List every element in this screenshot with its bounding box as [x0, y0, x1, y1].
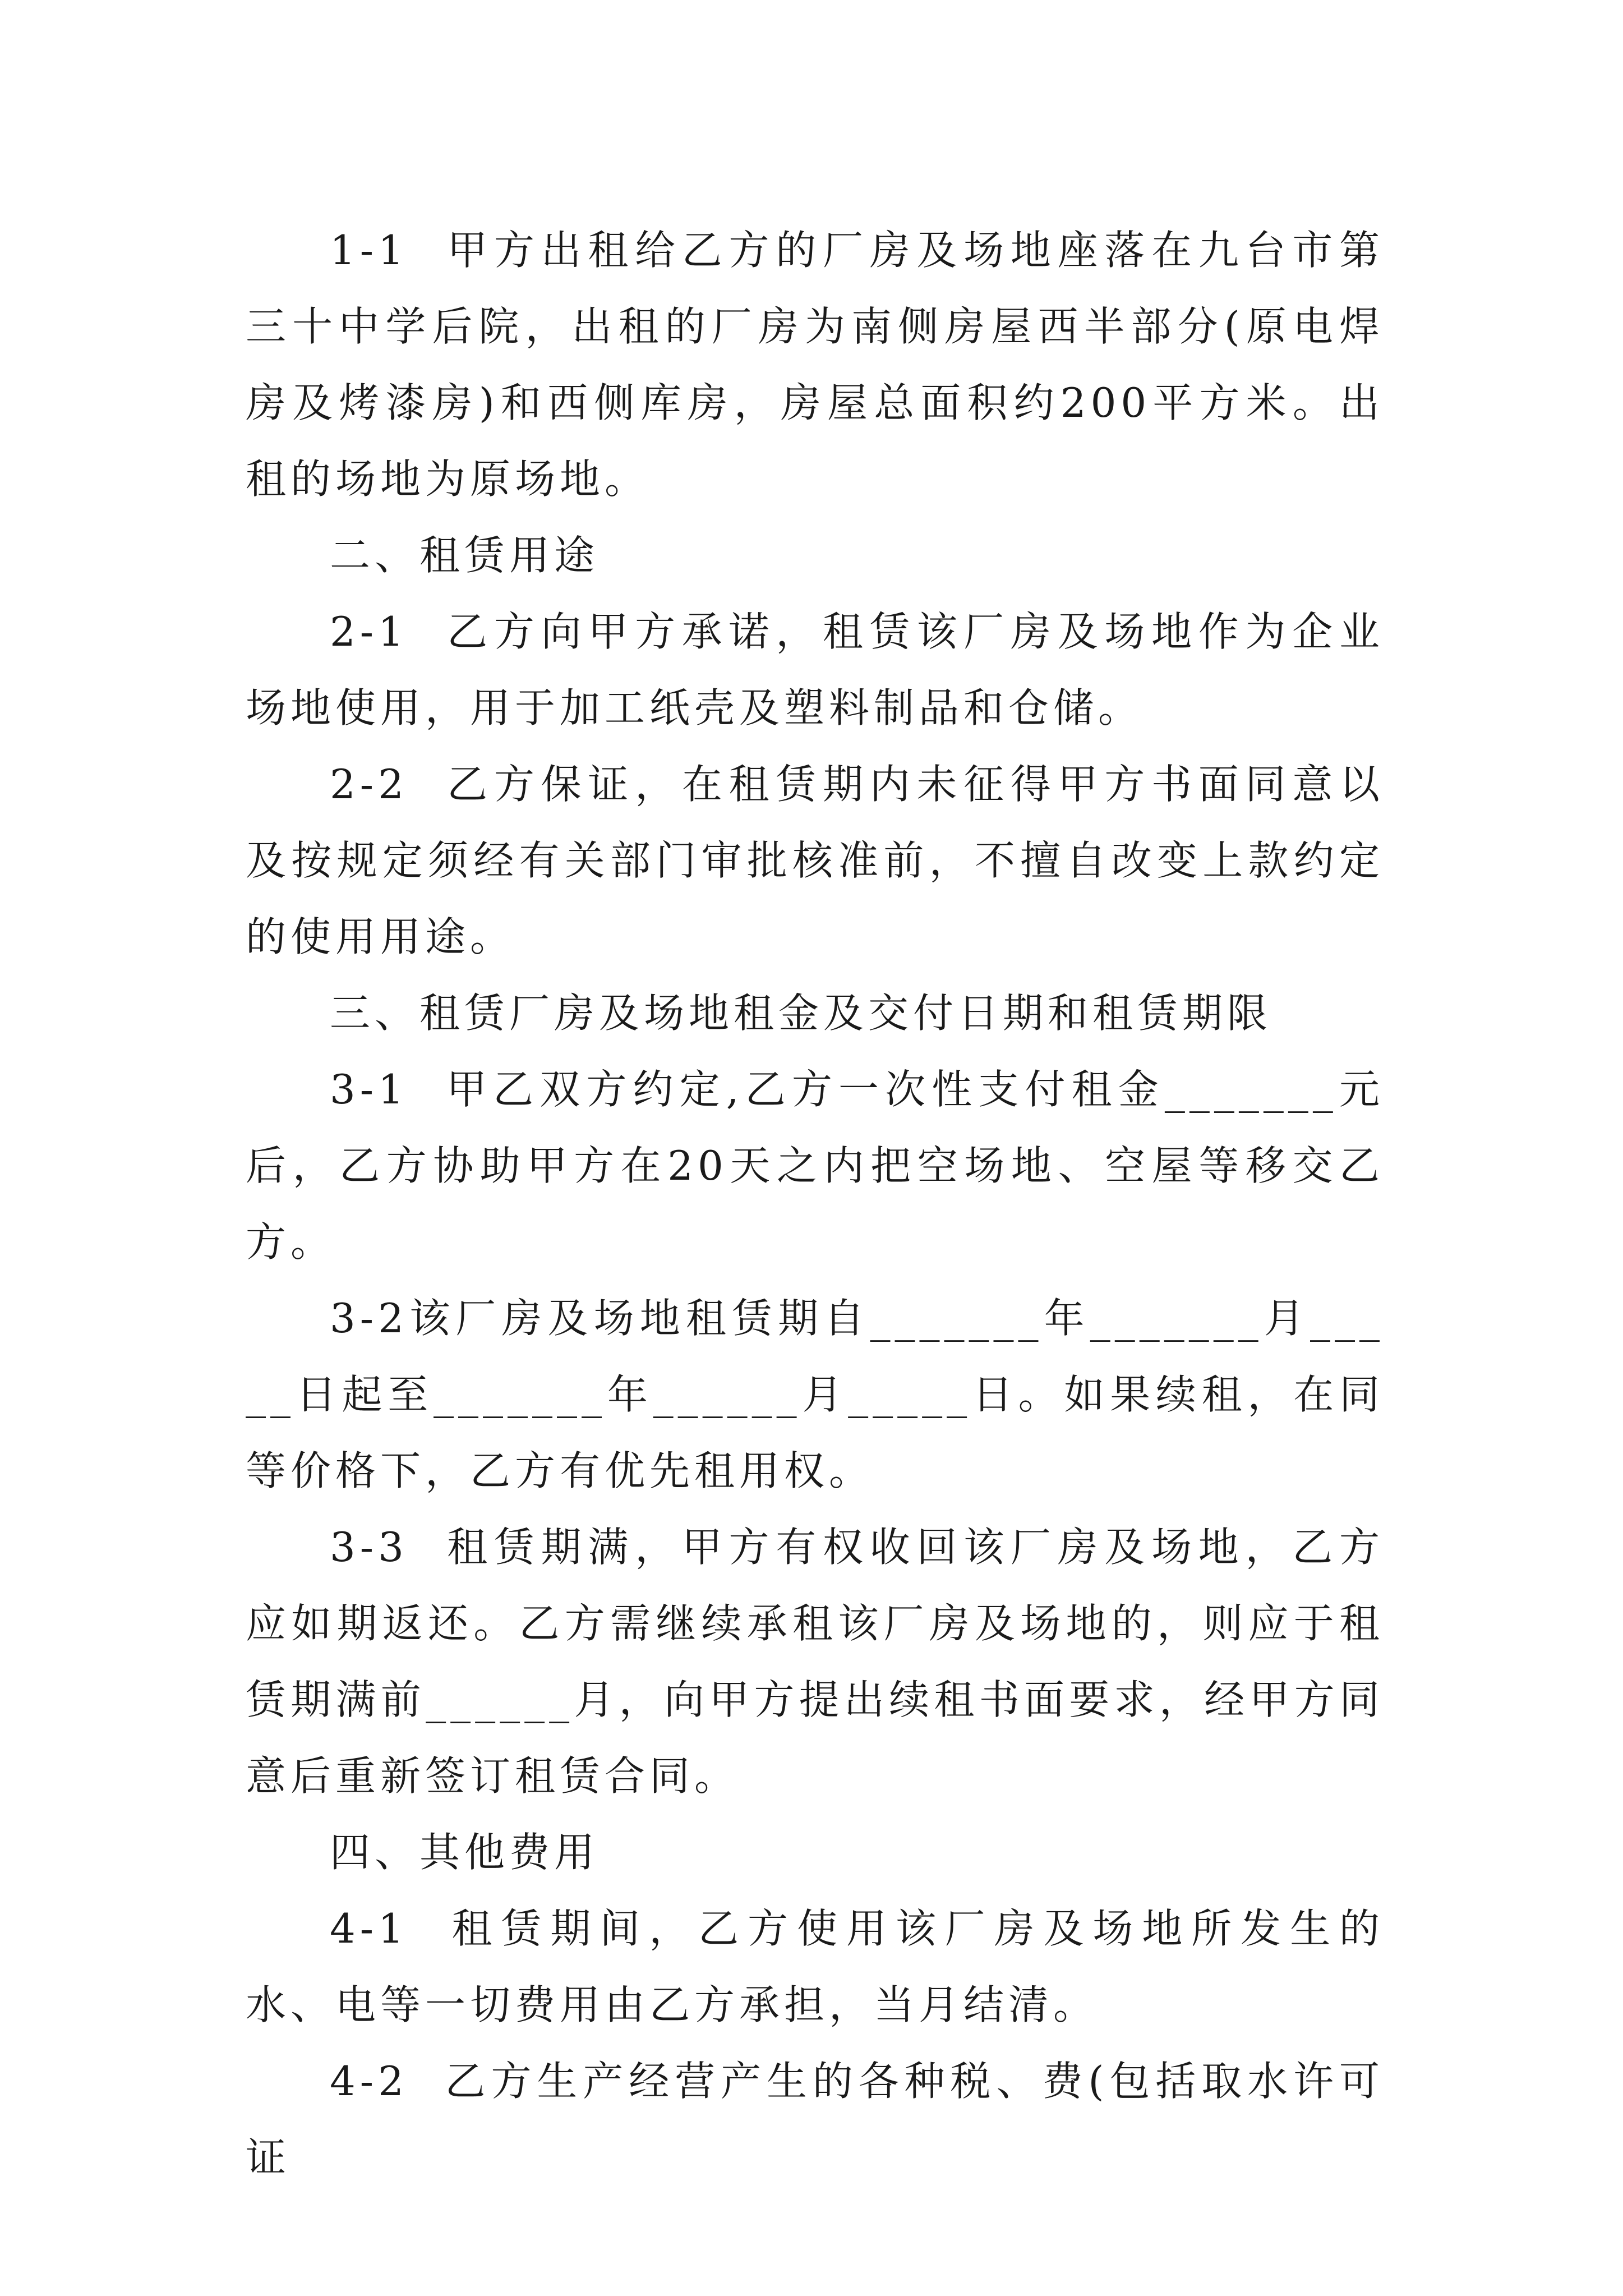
- clause-3-2: 3-2该厂房及场地租赁期自_______年_______月_____日起至_______年______月_____日。如果续租，在同等价格下，乙方有优先租用权。: [246, 1295, 1384, 1494]
- clause-1-1: 1-1 甲方出租给乙方的厂房及场地座落在九台市第三十中学后院，出租的厂房为南侧房屋西半部分(原电焊房及烤漆房)和西侧库房，房屋总面积约200平方米。出租的场地为原场地。: [246, 227, 1384, 503]
- clause-2-1: 2-1 乙方向甲方承诺，租赁该厂房及场地作为企业场地使用，用于加工纸壳及塑料制品和仓储。: [246, 608, 1384, 731]
- section-heading-rent-and-term: 三、租赁厂房及场地租金及交付日期和租赁期限: [330, 990, 1272, 1037]
- section-heading-lease-purpose: 二、租赁用途: [330, 532, 600, 579]
- clause-4-2: 4-2 乙方生产经营产生的各种税、费(包括取水许可证: [246, 2058, 1384, 2181]
- clause-4-1: 4-1 租赁期间，乙方使用该厂房及场地所发生的水、电等一切费用由乙方承担，当月结清。: [246, 1905, 1384, 2028]
- clause-3-1: 3-1 甲乙双方约定,乙方一次性支付租金_______元后，乙方协助甲方在20天之内把空场地、空屋等移交乙方。: [246, 1066, 1384, 1266]
- section-heading-other-fees: 四、其他费用: [330, 1829, 600, 1876]
- contract-body: [246, 212, 1384, 2196]
- clause-3-3: 3-3 租赁期满，甲方有权收回该厂房及场地，乙方应如期返还。乙方需继续承租该厂房及场地的，则应于租赁期满前______月，向甲方提出续租书面要求，经甲方同意后重新签订租赁合同。: [246, 1524, 1384, 1800]
- clause-2-2: 2-2 乙方保证，在租赁期内未征得甲方书面同意以及按规定须经有关部门审批核准前，不擅自改变上款约定的使用用途。: [246, 761, 1384, 960]
